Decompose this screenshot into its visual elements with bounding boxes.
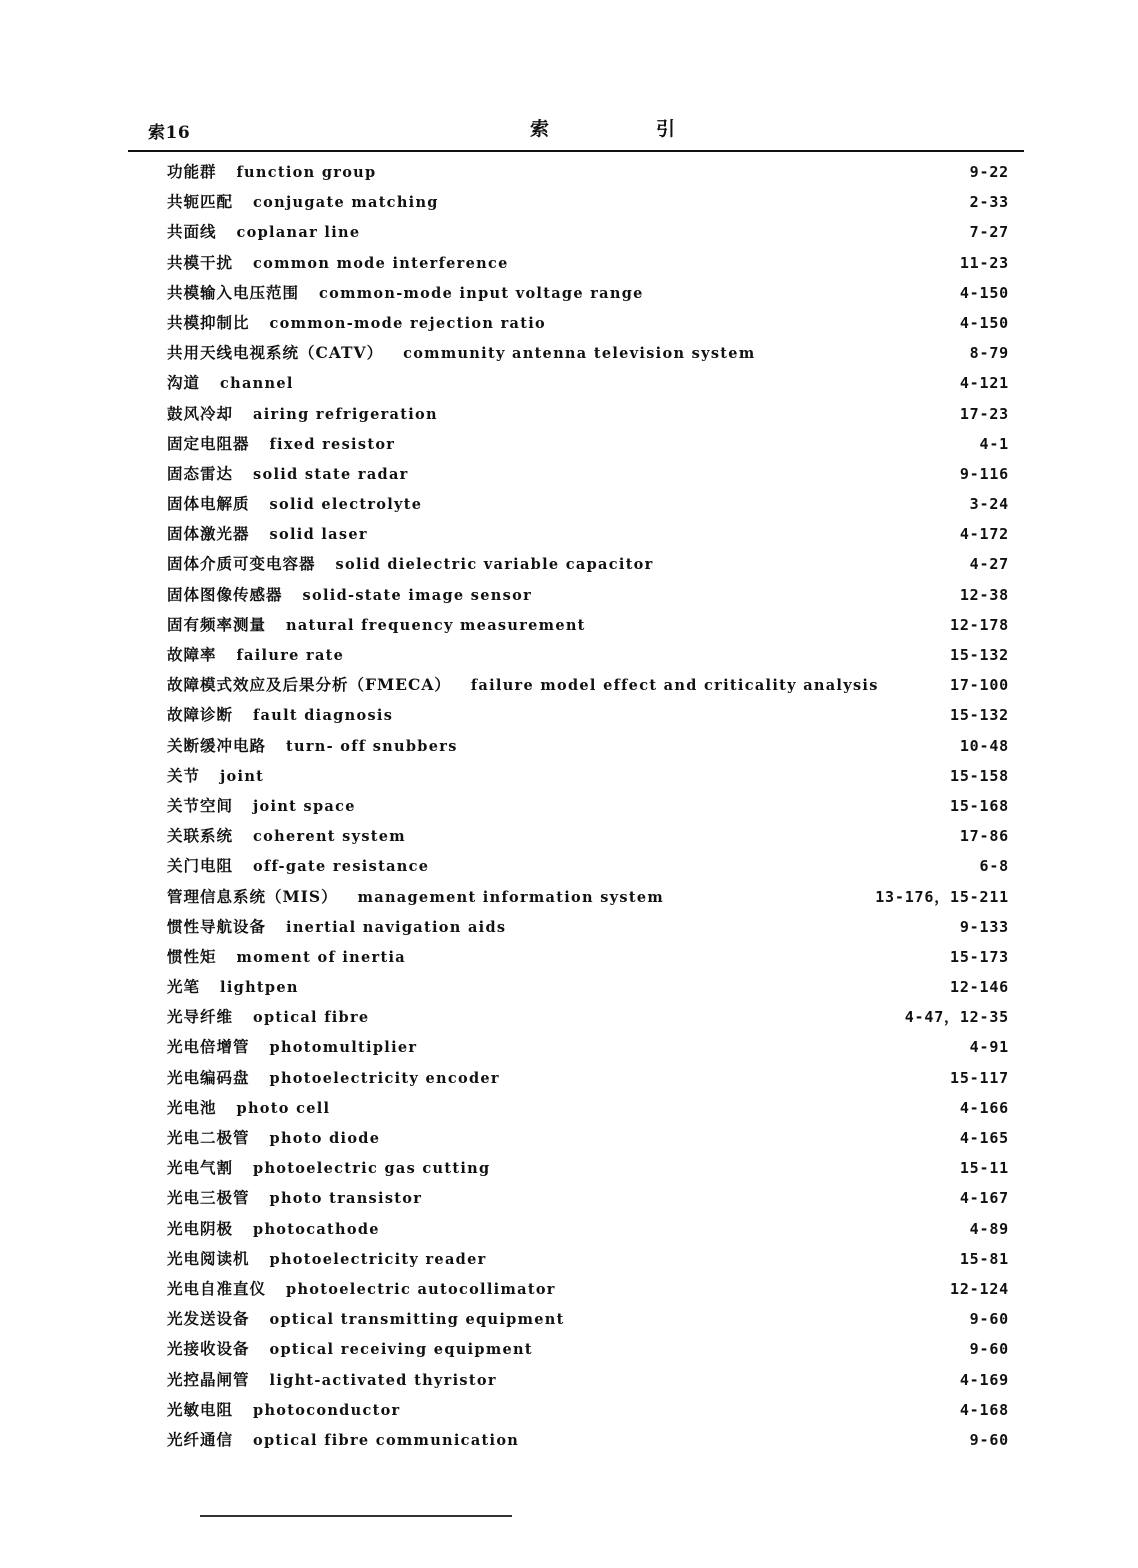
- entry-chinese-term: 惯性导航设备: [167, 916, 267, 936]
- index-entry: [167, 912, 1009, 942]
- entry-english-term: light-activated thyristor: [269, 1371, 497, 1389]
- index-entry: [167, 640, 1009, 670]
- entry-english-term: photo transistor: [269, 1190, 423, 1208]
- entry-english-term: photomultiplier: [269, 1039, 418, 1057]
- entry-english-term: community antenna television system: [403, 345, 756, 363]
- entry-page-reference: 15-173: [950, 947, 1009, 966]
- index-entry: [167, 1183, 1009, 1213]
- entry-page-reference: 4-27: [969, 555, 1009, 574]
- entry-page-reference: 11-23: [959, 253, 1009, 272]
- entry-page-reference: 9-22: [969, 163, 1009, 181]
- entry-chinese-term: 光电自准直仪: [167, 1278, 267, 1298]
- entry-chinese-term: 光笔: [167, 977, 201, 997]
- entry-page-reference: 4-169: [959, 1370, 1009, 1389]
- index-entry: [167, 882, 1009, 912]
- entry-page-reference: 8-79: [969, 344, 1009, 363]
- entry-chinese-term: 光电倍增管: [167, 1037, 250, 1057]
- entry-page-reference: 2-33: [969, 193, 1009, 212]
- index-entry: [167, 1214, 1009, 1244]
- entry-page-reference: 9-116: [959, 464, 1009, 483]
- index-entry: [167, 1032, 1009, 1062]
- entry-english-term: function group: [236, 164, 377, 181]
- footer-divider: [200, 1515, 512, 1517]
- entry-page-reference: 15-81: [959, 1249, 1009, 1268]
- entry-chinese-term: 关断缓冲电路: [167, 735, 267, 755]
- entry-chinese-term: 关门电阻: [167, 856, 234, 876]
- entry-chinese-term: 固体图像传感器: [167, 584, 283, 604]
- entry-page-reference: 3-24: [969, 495, 1009, 514]
- entry-page-reference: 12-38: [959, 585, 1009, 604]
- entry-chinese-term: 光发送设备: [167, 1309, 250, 1329]
- index-entry: [167, 942, 1009, 972]
- index-entry: [167, 399, 1009, 429]
- entry-chinese-term: 共模干扰: [167, 252, 234, 272]
- entry-english-term: joint: [220, 767, 265, 785]
- entry-page-reference: 17-23: [959, 404, 1009, 423]
- entry-english-term: photoelectric autocollimator: [286, 1280, 556, 1298]
- entry-english-term: photoelectricity encoder: [269, 1069, 500, 1087]
- entry-chinese-term: 功能群: [167, 162, 217, 181]
- index-entry: [167, 1395, 1009, 1425]
- index-entry: [167, 1304, 1009, 1334]
- index-entry: [167, 519, 1009, 549]
- entry-chinese-term: 固定电阻器: [167, 433, 250, 453]
- index-entry: [167, 1425, 1009, 1455]
- entry-chinese-term: 光导纤维: [167, 1007, 234, 1027]
- entry-english-term: solid-state image sensor: [302, 586, 533, 604]
- entry-chinese-term: 光电编码盘: [167, 1067, 250, 1087]
- entry-chinese-term: 管理信息系统（MIS）: [167, 886, 338, 906]
- index-entry: [167, 761, 1009, 791]
- index-entry: [167, 851, 1009, 881]
- entry-english-term: photo cell: [236, 1099, 331, 1117]
- entry-page-reference: 9-133: [959, 917, 1009, 936]
- entry-english-term: natural frequency measurement: [286, 616, 586, 634]
- entry-page-reference: 15-117: [950, 1068, 1009, 1087]
- entry-page-reference: 4-89: [969, 1219, 1009, 1238]
- entry-page-reference: 10-48: [959, 736, 1009, 755]
- entry-english-term: off-gate resistance: [253, 858, 430, 876]
- entry-page-reference: 17-100: [950, 676, 1009, 695]
- entry-page-reference: 17-86: [959, 827, 1009, 846]
- entry-page-reference: 12-178: [950, 615, 1009, 634]
- index-entry: [167, 610, 1009, 640]
- entry-chinese-term: 光接收设备: [167, 1339, 250, 1359]
- entry-english-term: fixed resistor: [269, 435, 396, 453]
- index-entry: [167, 248, 1009, 278]
- entry-chinese-term: 光电池: [167, 1097, 217, 1117]
- entry-english-term: inertial navigation aids: [286, 918, 507, 936]
- entry-chinese-term: 固体介质可变电容器: [167, 554, 316, 574]
- entry-english-term: optical fibre: [253, 1009, 370, 1027]
- entry-english-term: conjugate matching: [253, 194, 439, 212]
- index-entry: [167, 1002, 1009, 1032]
- entry-page-reference: 12-124: [950, 1279, 1009, 1298]
- entry-chinese-term: 沟道: [167, 373, 201, 393]
- entry-english-term: photoelectricity reader: [269, 1250, 487, 1268]
- entry-page-reference: 4-91: [969, 1038, 1009, 1057]
- entry-chinese-term: 光电气割: [167, 1158, 234, 1178]
- index-entry: [167, 368, 1009, 398]
- entry-english-term: photocathode: [253, 1220, 380, 1238]
- entry-page-reference: 4-165: [959, 1129, 1009, 1147]
- entry-chinese-term: 光纤通信: [167, 1429, 234, 1449]
- index-entry: [167, 217, 1009, 247]
- entry-english-term: turn- off snubbers: [286, 737, 458, 755]
- entry-page-reference: 4-1: [979, 434, 1009, 453]
- entry-english-term: coherent system: [253, 828, 406, 846]
- entry-chinese-term: 光敏电阻: [167, 1399, 234, 1419]
- entry-chinese-term: 固体激光器: [167, 524, 250, 544]
- entry-chinese-term: 光电阅读机: [167, 1248, 250, 1268]
- entry-english-term: management information system: [357, 888, 665, 906]
- entry-page-reference: 4-167: [959, 1189, 1009, 1208]
- index-entry: [167, 821, 1009, 851]
- entry-english-term: coplanar line: [236, 224, 361, 242]
- entry-english-term: solid laser: [269, 526, 368, 544]
- entry-page-reference: 7-27: [969, 223, 1009, 242]
- index-entry: [167, 1274, 1009, 1304]
- entry-english-term: optical transmitting equipment: [269, 1311, 565, 1329]
- entry-chinese-term: 固态雷达: [167, 463, 234, 483]
- entry-page-reference: 9-60: [969, 1430, 1009, 1449]
- index-entry: [167, 700, 1009, 730]
- entry-english-term: optical receiving equipment: [269, 1341, 533, 1359]
- index-entry: [167, 1093, 1009, 1123]
- index-entry: [167, 972, 1009, 1002]
- entry-page-reference: 4-168: [959, 1400, 1009, 1419]
- index-entry: [167, 429, 1009, 459]
- entry-chinese-term: 共模输入电压范围: [167, 282, 300, 302]
- index-entry: [167, 549, 1009, 579]
- entry-chinese-term: 光电阴极: [167, 1218, 234, 1238]
- entry-english-term: common mode interference: [253, 254, 509, 272]
- entry-english-term: photoconductor: [253, 1401, 401, 1419]
- index-entry: [167, 1365, 1009, 1395]
- entry-page-reference: 4-166: [959, 1098, 1009, 1117]
- entry-page-reference: 15-168: [950, 796, 1009, 815]
- entry-english-term: solid state radar: [253, 465, 409, 483]
- page-number: 索16: [148, 123, 191, 143]
- entry-chinese-term: 关联系统: [167, 826, 234, 846]
- index-entry: [167, 489, 1009, 519]
- entry-page-reference: 4-121: [959, 374, 1009, 393]
- entry-page-reference: 4-150: [959, 313, 1009, 332]
- index-entry: [167, 1334, 1009, 1364]
- entry-page-reference: 9-60: [969, 1340, 1009, 1359]
- index-entry: [167, 1123, 1009, 1153]
- entry-english-term: common-mode rejection ratio: [269, 314, 547, 332]
- entry-english-term: fault diagnosis: [253, 707, 394, 725]
- entry-page-reference: 4-172: [959, 525, 1009, 544]
- entry-english-term: photo diode: [269, 1130, 381, 1147]
- entry-chinese-term: 故障模式效应及后果分析（FMECA）: [167, 675, 451, 695]
- index-entry: [167, 731, 1009, 761]
- entry-chinese-term: 固体电解质: [167, 494, 250, 514]
- entry-chinese-term: 鼓风冷却: [167, 403, 234, 423]
- index-entry: [167, 308, 1009, 338]
- entry-chinese-term: 关节: [167, 765, 201, 785]
- entry-page-reference: 15-132: [950, 706, 1009, 725]
- entry-page-reference: 4-47，12-35: [904, 1008, 1009, 1027]
- index-entry: [167, 459, 1009, 489]
- entry-chinese-term: 共用天线电视系统（CATV）: [167, 343, 384, 363]
- entry-english-term: photoelectric gas cutting: [253, 1160, 491, 1178]
- entry-page-reference: 6-8: [979, 857, 1009, 876]
- index-entry: [167, 670, 1009, 700]
- page-title: 索 引: [530, 118, 720, 140]
- index-entry: [167, 580, 1009, 610]
- index-entry: [167, 1244, 1009, 1274]
- index-entry-list: [167, 157, 1009, 1455]
- entry-english-term: optical fibre communication: [253, 1431, 520, 1449]
- index-entry: [167, 278, 1009, 308]
- entry-chinese-term: 固有频率测量: [167, 614, 267, 634]
- entry-chinese-term: 共面线: [167, 222, 217, 242]
- entry-chinese-term: 关节空间: [167, 795, 234, 815]
- entry-page-reference: 9-60: [969, 1310, 1009, 1329]
- entry-page-reference: 4-150: [959, 283, 1009, 302]
- entry-chinese-term: 共模抑制比: [167, 312, 250, 332]
- index-entry: [167, 338, 1009, 368]
- entry-chinese-term: 共轭匹配: [167, 192, 234, 212]
- entry-english-term: common-mode input voltage range: [319, 284, 644, 302]
- entry-english-term: solid dielectric variable capacitor: [335, 556, 654, 574]
- entry-chinese-term: 惯性矩: [167, 946, 217, 966]
- entry-page-reference: 15-132: [950, 646, 1009, 664]
- entry-chinese-term: 故障诊断: [167, 705, 234, 725]
- entry-english-term: moment of inertia: [236, 948, 406, 966]
- entry-chinese-term: 光电三极管: [167, 1188, 250, 1208]
- entry-english-term: airing refrigeration: [253, 405, 438, 423]
- entry-english-term: channel: [220, 375, 294, 393]
- entry-chinese-term: 光控晶闸管: [167, 1369, 250, 1389]
- index-entry: [167, 187, 1009, 217]
- entry-english-term: failure model effect and criticality analysis: [470, 677, 879, 695]
- entry-english-term: joint space: [253, 797, 356, 815]
- entry-english-term: failure rate: [236, 647, 345, 664]
- entry-chinese-term: 故障率: [167, 645, 217, 664]
- index-entry: [167, 1063, 1009, 1093]
- entry-english-term: solid electrolyte: [269, 496, 423, 514]
- entry-chinese-term: 光电二极管: [167, 1128, 250, 1147]
- index-entry: [167, 157, 1009, 187]
- entry-page-reference: 15-158: [950, 766, 1009, 785]
- index-entry: [167, 791, 1009, 821]
- entry-page-reference: 15-11: [959, 1159, 1009, 1178]
- entry-page-reference: 12-146: [950, 978, 1009, 997]
- entry-page-reference: 13-176，15-211: [875, 887, 1009, 906]
- header-divider: [128, 150, 1024, 152]
- entry-english-term: lightpen: [220, 979, 299, 997]
- index-entry: [167, 1153, 1009, 1183]
